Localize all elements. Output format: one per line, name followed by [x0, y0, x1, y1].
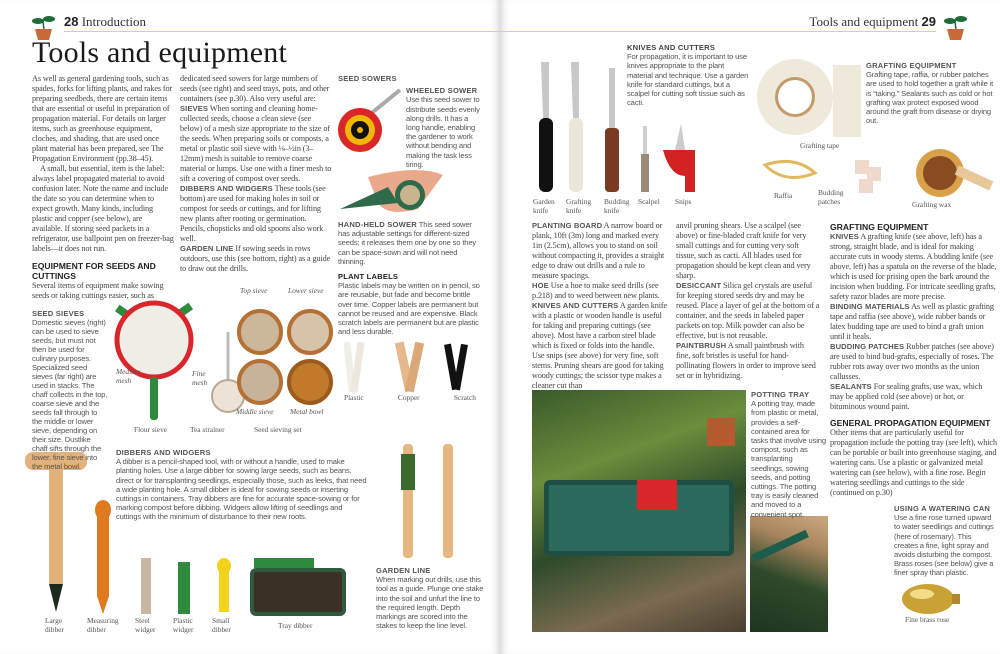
caption-large-dibber: Large dibber: [45, 616, 64, 634]
watering-can-caption: USING A WATERING CAN Use a fine rose turned upward to water seedlings and cuttings (here of rosemary). This creates a fine, light spray and avoids disturbing the compost. Brass roses (see below) give a finer spray than plastic.: [894, 504, 994, 578]
grafting-heading: GRAFTING EQUIPMENT: [830, 222, 929, 232]
plant-labels-image: [338, 340, 478, 394]
grafting-column: [830, 232, 998, 412]
paragraph: DIBBERS AND WIDGERS These tools (see bottom) are used for making holes in soil or compost for seeds or cuttings, and for lifting new plants after rooting or germination. Pencils, chopsticks and old spoons also work well.: [180, 184, 326, 243]
grafting-equipment-caption: GRAFTING EQUIPMENT Grafting tape, raffia, or rubber patches are used to hold together a graft while it is “taking.” Sealants such as cold or hot grafting wax protect exposed wood around the graft from disease or drying out.: [866, 61, 994, 126]
wheeled-sower-caption: WHEELED SOWER Use this seed sower to distribute seeds evenly along drills. It has a long handle, enabling the gardener to work without bending and making the task less tiring.: [406, 86, 480, 169]
potting-tray-photo: [532, 390, 746, 632]
left-column-a: [32, 74, 174, 471]
hand-held-sower-image: [338, 169, 448, 217]
caption-small-dibber: Small dibber: [212, 616, 231, 634]
caption-lower-sieve: Lower sieve: [288, 286, 324, 295]
knives-caption: KNIVES AND CUTTERS For propagation, it is important to use knives appropriate to the plant material and technique. Use a garden knife for standard cuttings, but a scalpel for cutting soft tissue such as cacti.: [627, 43, 749, 108]
general-propagation-heading: GENERAL PROPAGATION EQUIPMENT: [830, 418, 991, 428]
seed-sieves-caption: SEED SIEVES Domestic sieves (right) can be used to sieve seeds, but must not then be used for culinary purposes. Specialized seed sieves (far right) are used in stacks. The chaff collects in the top, coarse sieve and the seeds fall through to the middle or lower sieve, depending on their size. Dustlike chaff sifts through the lower, fine sieve into the metal bowl.: [32, 309, 108, 471]
seedling-pot-icon: [944, 14, 968, 40]
caption-top-sieve: Top sieve: [240, 286, 268, 295]
left-column-c: [338, 74, 480, 403]
large-dibber-image: [25, 452, 87, 614]
caption-garden-knife: Garden knife: [533, 197, 555, 215]
caption-measuring-dibber: Measuring dibber: [87, 616, 119, 634]
caption-middle-sieve: Middle sieve: [236, 407, 274, 416]
paragraph: dedicated seed sowers for large numbers of seeds (see right) and seed trays, pots, and other containers (see p.30). Also very useful are:: [180, 74, 330, 103]
caption-scratch: Scratch: [453, 393, 476, 403]
paragraph: A small, but essential, item is the label: always label propagated material to avoid confusion later. Note the name and include the date so you can determine when to expect growth. Many kinds, including plastic and copper (see below), are available. If storing seed packets in a refrigerator, use ballpoint pen on freezer-bag labels—it does not run.: [32, 164, 174, 253]
paragraph: GARDEN LINE If sowing seeds in rows outdoors, use this (see bottom, right) as a guide to draw out the drills.: [180, 244, 331, 273]
brass-rose-image: [900, 582, 965, 616]
caption-grafting-wax: Grafting wax: [912, 200, 952, 209]
equipment-intro: Several items of equipment make sowing seeds or taking cuttings easier, such as: [32, 281, 164, 300]
planting-column: [532, 221, 668, 391]
seed-sowers-heading: SEED SOWERS: [338, 74, 397, 83]
paragraph: HOE Use a hoe to make seed drills (see p.218) and to weed between new plants.: [532, 281, 660, 300]
right-column-c: [830, 222, 998, 624]
paragraph: SIEVES When sorting and cleaning home-collected seeds, choose a clean sieve (see below) of a mesh size appropriate to the size of the seeds. When preparing soils or composts, a metal or plastic soil sieve with ⅛–½in (3–12mm) mesh is suitable to remove coarse material or lumps. Use one with a finer mesh to sift a covering of compost over seeds.: [180, 104, 332, 183]
general-propagation-text: Other items that are particularly useful for propagation include the potting tray (see left), which can be portable or built into greenhouse staging, and watering cans. Use a plastic or galvanized metal watering can (see below), with a fine rose. Begin watering seedlings and cuttings to the side (continued on p.30): [830, 428, 997, 497]
potting-tray-caption: POTTING TRAY A potting tray, made from plastic or metal, provides a self-contained area for tasks that involve using compost, such as transplanting seedlings, sowing seeds, and potting cuttings. The potting tray is easily cleaned and moved to a convenient spot.: [751, 390, 826, 519]
caption-plastic: Plastic: [344, 393, 364, 403]
paragraph: As well as general gardening tools, such as spades, forks for lifting plants, and rakes for preparing seedbeds, there are certain items that are essential or useful in preparation of propagation material. For details on larger items, such as greenhouse equipment, cloches, and shading, that are used once plant material has been prepared, see The Propagation Environment (pp.38–45).: [32, 74, 173, 163]
caption-budding-knife: Budding knife: [604, 197, 630, 215]
tools-column: [180, 74, 332, 274]
paragraph: PAINTBRUSH A small paintbrush with fine, soft bristles is useful for hand-pollinating flowers in order to improve seed set or in hybridizing.: [676, 341, 816, 380]
wheeled-sower-row: [338, 86, 480, 169]
watering-can-photo: [750, 516, 828, 632]
caption-fine-mesh: Fine mesh: [192, 369, 208, 387]
caption-grafting-knife: Grafting knife: [566, 197, 592, 215]
header-rule-right: [500, 31, 936, 32]
caption-copper: Copper: [397, 393, 420, 403]
caption-budding-patches: Budding patches: [818, 188, 844, 206]
caption-raffia: Raffia: [774, 191, 793, 200]
dibbers-caption: DIBBERS AND WIDGERS A dibber is a pencil-shaped tool, with or without a handle, used to make planting holes. Use a large dibber for sowing large seeds, such as beans, direct or for transplanting seedlings, especially those, such as leeks, that need a wide planting hole. A small dibber is ideal for sowing seeds or inserting cuttings in containers. Tray dibbers are fine for accurate space-sowing or for marking compost before dibbing. Widgers allow lifting of seedlings and cuttings with the minimum of disturbance to their new roots.: [116, 448, 367, 522]
caption-fine-brass-rose: Fine brass rose: [905, 614, 950, 624]
header-rule: [64, 31, 500, 32]
caption-grafting-tape: Grafting tape: [800, 141, 840, 150]
plant-labels-captions: [338, 394, 480, 403]
paragraph: DESICCANT Silica gel crystals are useful for keeping stored seeds dry and may be reused. Place a layer of gel at the bottom of a container, and the seeds in labeled paper packets on top. Milk powder can also be effective, but is not reusable.: [676, 281, 820, 340]
caption-tea-strainer: Tea strainer: [190, 425, 225, 434]
watering-can-spout: [751, 530, 809, 563]
page-folio-left: 28 Introduction: [64, 14, 146, 29]
caption-medium-mesh: Medium mesh: [116, 367, 141, 385]
terracotta-pot: [707, 418, 735, 446]
caption-steel-widger: Steel widger: [135, 616, 156, 634]
caption-scalpel: Scalpel: [638, 197, 660, 206]
caption-plastic-widger: Plastic widger: [173, 616, 194, 634]
garden-line-caption: GARDEN LINE When marking out drills, use this tool as a guide. Plunge one stake into the soil and unfurl the line to the required length. Depth markings are scored into the stakes to keep the line level.: [376, 566, 484, 631]
equipment-heading: EQUIPMENT FOR SEEDS AND CUTTINGS: [32, 261, 156, 281]
plant-labels-caption: PLANT LABELS Plastic labels may be written on in pencil, so are reusable, but fade and become brittle over time. Copper labels are permanent but cannot be reused and are expensive. Black scratch labels are permanent but are plastic and less durable.: [338, 272, 480, 337]
paragraph: anvil pruning shears. Use a scalpel (see above) or fine-bladed craft knife for very small cuttings and for cutting very soft tissue, such as cacti. All blades used for propagation should be kept clean and very sharp.: [676, 221, 811, 280]
garden-line-image: [385, 440, 475, 562]
page-title: Tools and equipment: [32, 36, 287, 69]
tray-dibber-image: [250, 558, 350, 616]
paragraph: KNIVES A grafting knife (see above, left) has a strong, straight blade, and is ideal for making accurate cuts in woody stems. A budding knife (see above, left) has a spatula on the reverse of the blade, which is used for prising open the bark around the incision when budding. For intricate seedling grafts, safety razor blades are more precise.: [830, 232, 997, 301]
paragraph: BUDDING PATCHES Rubber patches (see above) are used to bind bud-grafts, especially of roses. The rubber rots away over two months as the union callusses.: [830, 342, 994, 381]
paragraph: BINDING MATERIALS As well as plastic grafting tape and raffia (see above), wide rubber bands or latex budding tape are used to bind a graft union until it heals.: [830, 302, 994, 341]
measuring-dibber-image: [92, 500, 114, 614]
intro-column: [32, 74, 174, 254]
caption-metal-bowl: Metal bowl: [290, 407, 324, 416]
blades-column: [676, 221, 820, 381]
caption-seed-sieving-set: Seed sieving set: [254, 425, 302, 434]
caption-snips: Snips: [675, 197, 692, 206]
caption-tray-dibber: Tray dibber: [278, 621, 313, 630]
red-pot: [637, 480, 677, 510]
widgers-image: [135, 558, 245, 614]
paragraph: SEALANTS For sealing grafts, use wax, which may be applied cold (see above) or hot, or bituminous wound paint.: [830, 382, 983, 411]
caption-flour-sieve: Flour sieve: [134, 425, 168, 434]
wheeled-sower-image: [338, 86, 402, 156]
paragraph: KNIVES AND CUTTERS A garden knife with a plastic or wooden handle is useful for taking and preparing cuttings (see above). Most have a carbon steel blade which is fixed or folds into the handle. Use snips (see above) for very fine, soft stems. Pruning shears are good for taking woody cuttings; the scissor type makes a cleaner cut than: [532, 301, 668, 390]
paragraph: PLANTING BOARD A narrow board or plank, 10ft (3m) long and marked every 1in (2.5cm), allows you to stand on soil without compacting it, provides a straight edge to draw out drills and a rule to measure spacings.: [532, 221, 665, 280]
hand-held-sower-caption: HAND-HELD SOWER This seed sower has adjustable settings for different-sized seeds; it releases them one by one so they can be space-sown and will not need thinning.: [338, 220, 477, 266]
page-folio-right: Tools and equipment 29: [809, 14, 936, 29]
